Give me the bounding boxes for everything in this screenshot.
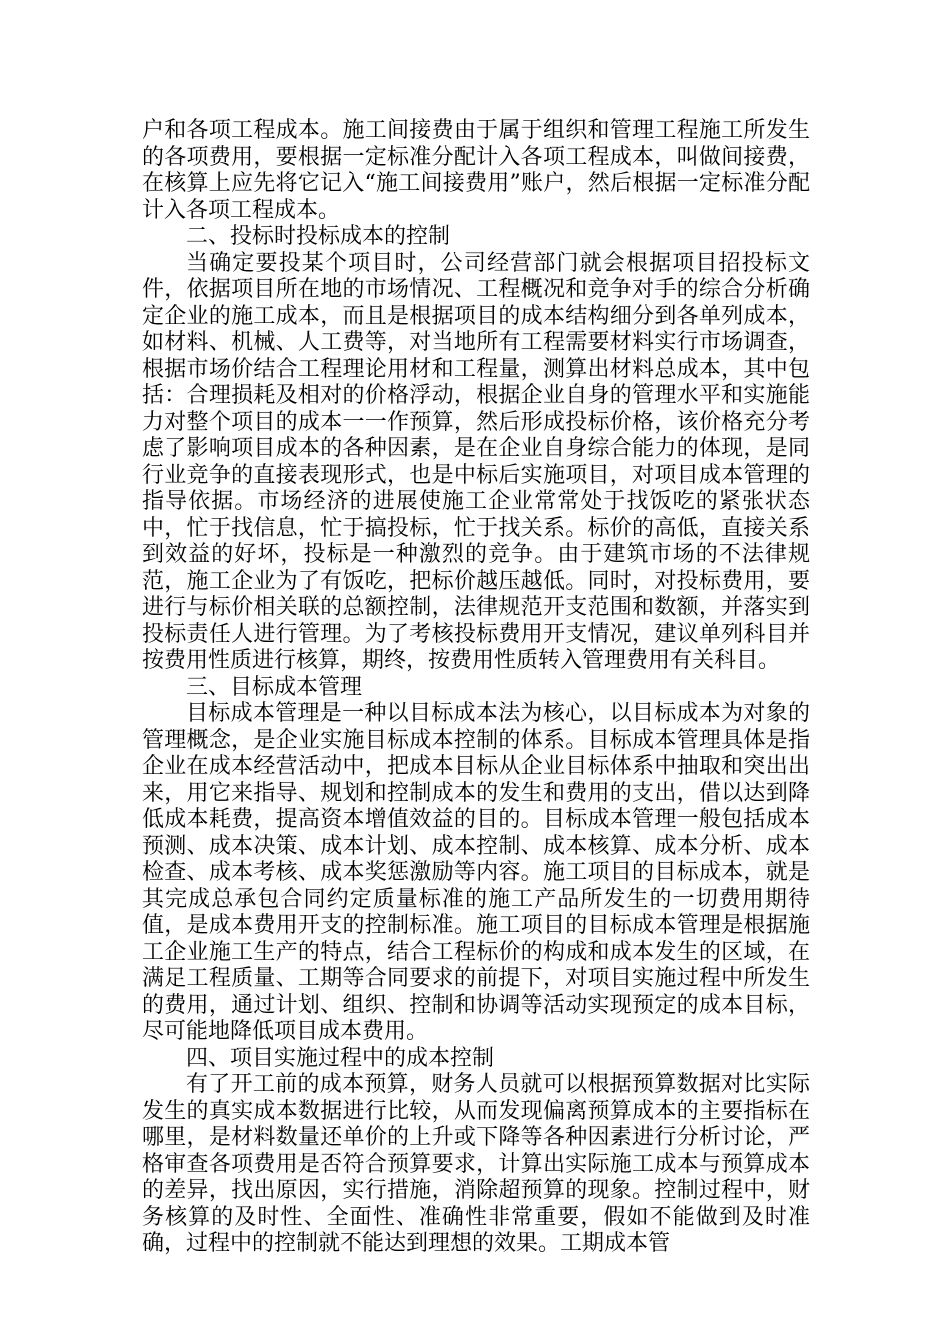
heading-implementation-cost-control: 四、项目实施过程中的成本控制 <box>186 1045 495 1071</box>
paragraph-implementation-cost: 有了开工前的成本预算，财务人员就可以根据预算数据对比实际发生的真实成本数据进行比较，从而发现偏离预算成本的主要指标在哪里，是材料数量还单价的上升或下降等各种因素进行分析讨论，严格审查各项费用是否符合预算要求，计算出实际施工成本与预算成本的差异，找出原因，实行措施，消除超预算的现象。控制过程中，财务核算的及时性、全面性、准确性非常重要，假如不能做到及时准确，过程中的控制就不能达到理想的效果。工期成本管 <box>142 1072 810 1256</box>
document-page <box>142 118 810 1258</box>
paragraph-target-cost: 目标成本管理是一种以目标成本法为核心，以目标成本为对象的管理概念，是企业实施目标成本控制的体系。目标成本管理具体是指企业在成本经营活动中，把成本目标从企业目标体系中抽取和突出出来，用它来指导、规划和控制成本的发生和费用的支出，借以达到降低成本耗费，提高资本增值效益的目的。目标成本管理一般包括成本预测、成本决策、成本计划、成本控制、成本核算、成本分析、成本检查、成本考核、成本奖惩激励等内容。施工项目的目标成本，就是其完成总承包合同约定质量标准的施工产品所发生的一切费用期待值，是成本费用开支的控制标准。施工项目的目标成本管理是根据施工企业施工生产的特点，结合工程标价的构成和成本发生的区域，在满足工程质量、工期等合同要求的前提下，对项目实施过程中所发生的费用，通过计划、组织、控制和协调等活动实现预定的成本目标，尽可能地降低项目成本费用。 <box>142 701 810 1044</box>
paragraph-indirect-cost: 户和各项工程成本。施工间接费由于属于组织和管理工程施工所发生的各项费用，要根据一定标准分配计入各项工程成本，叫做间接费，在核算上应先将它记入“施工间接费用”账户，然后根据一定标准分配计入各项工程成本。 <box>142 118 810 223</box>
heading-bid-cost-control: 二、投标时投标成本的控制 <box>186 224 451 249</box>
heading-target-cost-management: 三、目标成本管理 <box>186 674 363 700</box>
paragraph-bid-cost: 当确定要投某个项目时，公司经营部门就会根据项目招投标文件，依据项目所在地的市场情况、工程概况和竞争对手的综合分析确定企业的施工成本，而且是根据项目的成本结构细分到各单列成本，如材料、机械、人工费等，对当地所有工程需要材料实行市场调查，根据市场价结合工程理论用材和工程量，测算出材料总成本，其中包括：合理损耗及相对的价格浮动，根据企业自身的管理水平和实施能力对整个项目的成本一一作预算，然后形成投标价格，该价格充分考虑了影响项目成本的各种因素，是在企业自身综合能力的体现，是同行业竞争的直接表现形式，也是中标后实施项目，对项目成本管理的指导依据。市场经济的进展使施工企业常常处于找饭吃的紧张状态中，忙于找信息，忙于搞投标，忙于找关系。标价的高低，直接关系到效益的好坏，投标是一种激烈的竞争。由于建筑市场的不法律规范，施工企业为了有饭吃，把标价越压越低。同时，对投标费用，要进行与标价相关联的总额控制，法律规范开支范围和数额，并落实到投标责任人进行管理。为了考核投标费用开支情况，建议单列科目并按费用性质进行核算，期终，按费用性质转入管理费用有关科目。 <box>142 250 810 673</box>
